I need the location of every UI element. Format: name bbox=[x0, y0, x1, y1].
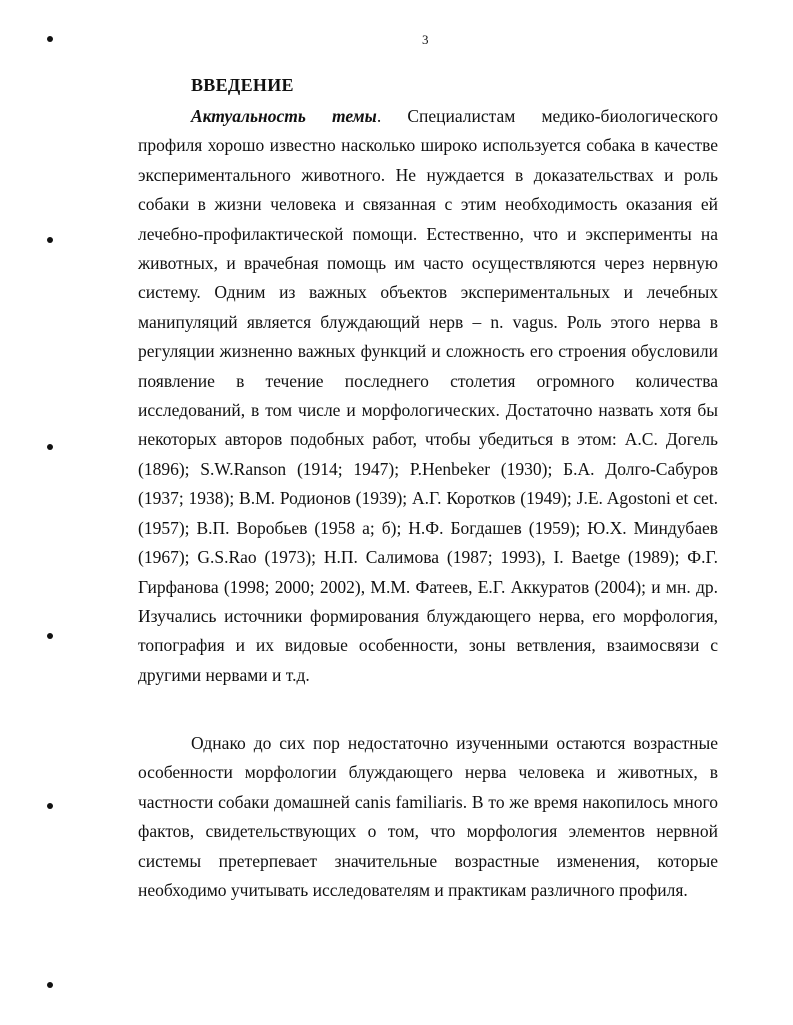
punch-hole-dot bbox=[47, 982, 53, 988]
paragraph-body: . Специалистам медико-биологического профиля хорошо известно насколько широко используется собака в качестве экспериментального животного. Не нуждается в доказательствах и роль собаки в жизни человека и связанная с этим необходимость оказания ей лечебно-профилактической помощи. Естественно, что и эксперименты на животных, и врачебная помощь им часто осуществляются через нервную систему. Одним из важных объектов экспериментальных и лечебных манипуляций является блуждающий нерв – n. vagus. Роль этого нерва в регуляции жизненно важных функций и сложность его строения обусловили появление в течение последнего столетия огромного количества исследований, в том числе и морфологических. Достаточно назвать хотя бы некоторых авторов подобных работ, чтобы убедиться в этом: А.С. Догель (1896); S.W.Ranson (1914; 1947); P.Henbeker (1930); Б.А. Долго-Сабуров (1937; 1938); В.М. Родионов (1939); А.Г. Коротков (1949); J.E. Agostoni et cet. (1957); В.П. Воробьев (1958 а; б); Н.Ф. Богдашев (1959); Ю.Х. Миндубаев (1967); G.S.Rao (1973); Н.П. Салимова (1987; 1993), I. Baetge (1989); Ф.Г. Гирфанова (1998; 2000; 2002), М.М. Фатеев, Е.Г. Аккуратов (2004); и мн. др. Изучались источники формирования блуждающего нерва, его морфология, топография и их видовые особенности, зоны ветвления, взаимосвязи с другими нервами и т.д. bbox=[138, 106, 718, 685]
page-number: 3 bbox=[422, 32, 429, 47]
punch-hole-dot bbox=[47, 444, 53, 450]
lead-term: Актуальность темы bbox=[191, 106, 377, 126]
paragraph-age-features bbox=[138, 729, 718, 905]
punch-hole-dot bbox=[47, 36, 53, 42]
paragraph-relevance bbox=[138, 102, 718, 690]
section-heading: ВВЕДЕНИЕ bbox=[191, 75, 294, 95]
punch-hole-dot bbox=[47, 237, 53, 243]
punch-hole-dot bbox=[47, 633, 53, 639]
paragraph-body: Однако до сих пор недостаточно изученными остаются возрастные особенности морфологии блуждающего нерва человека и животных, в частности собаки домашней canis familiaris. В то же время накопилось много фактов, свидетельствующих о том, что морфология элементов нервной системы претерпевает значительные возрастные изменения, которые необходимо учитывать исследователям и практикам различного профиля. bbox=[138, 733, 718, 901]
punch-hole-dot bbox=[47, 803, 53, 809]
